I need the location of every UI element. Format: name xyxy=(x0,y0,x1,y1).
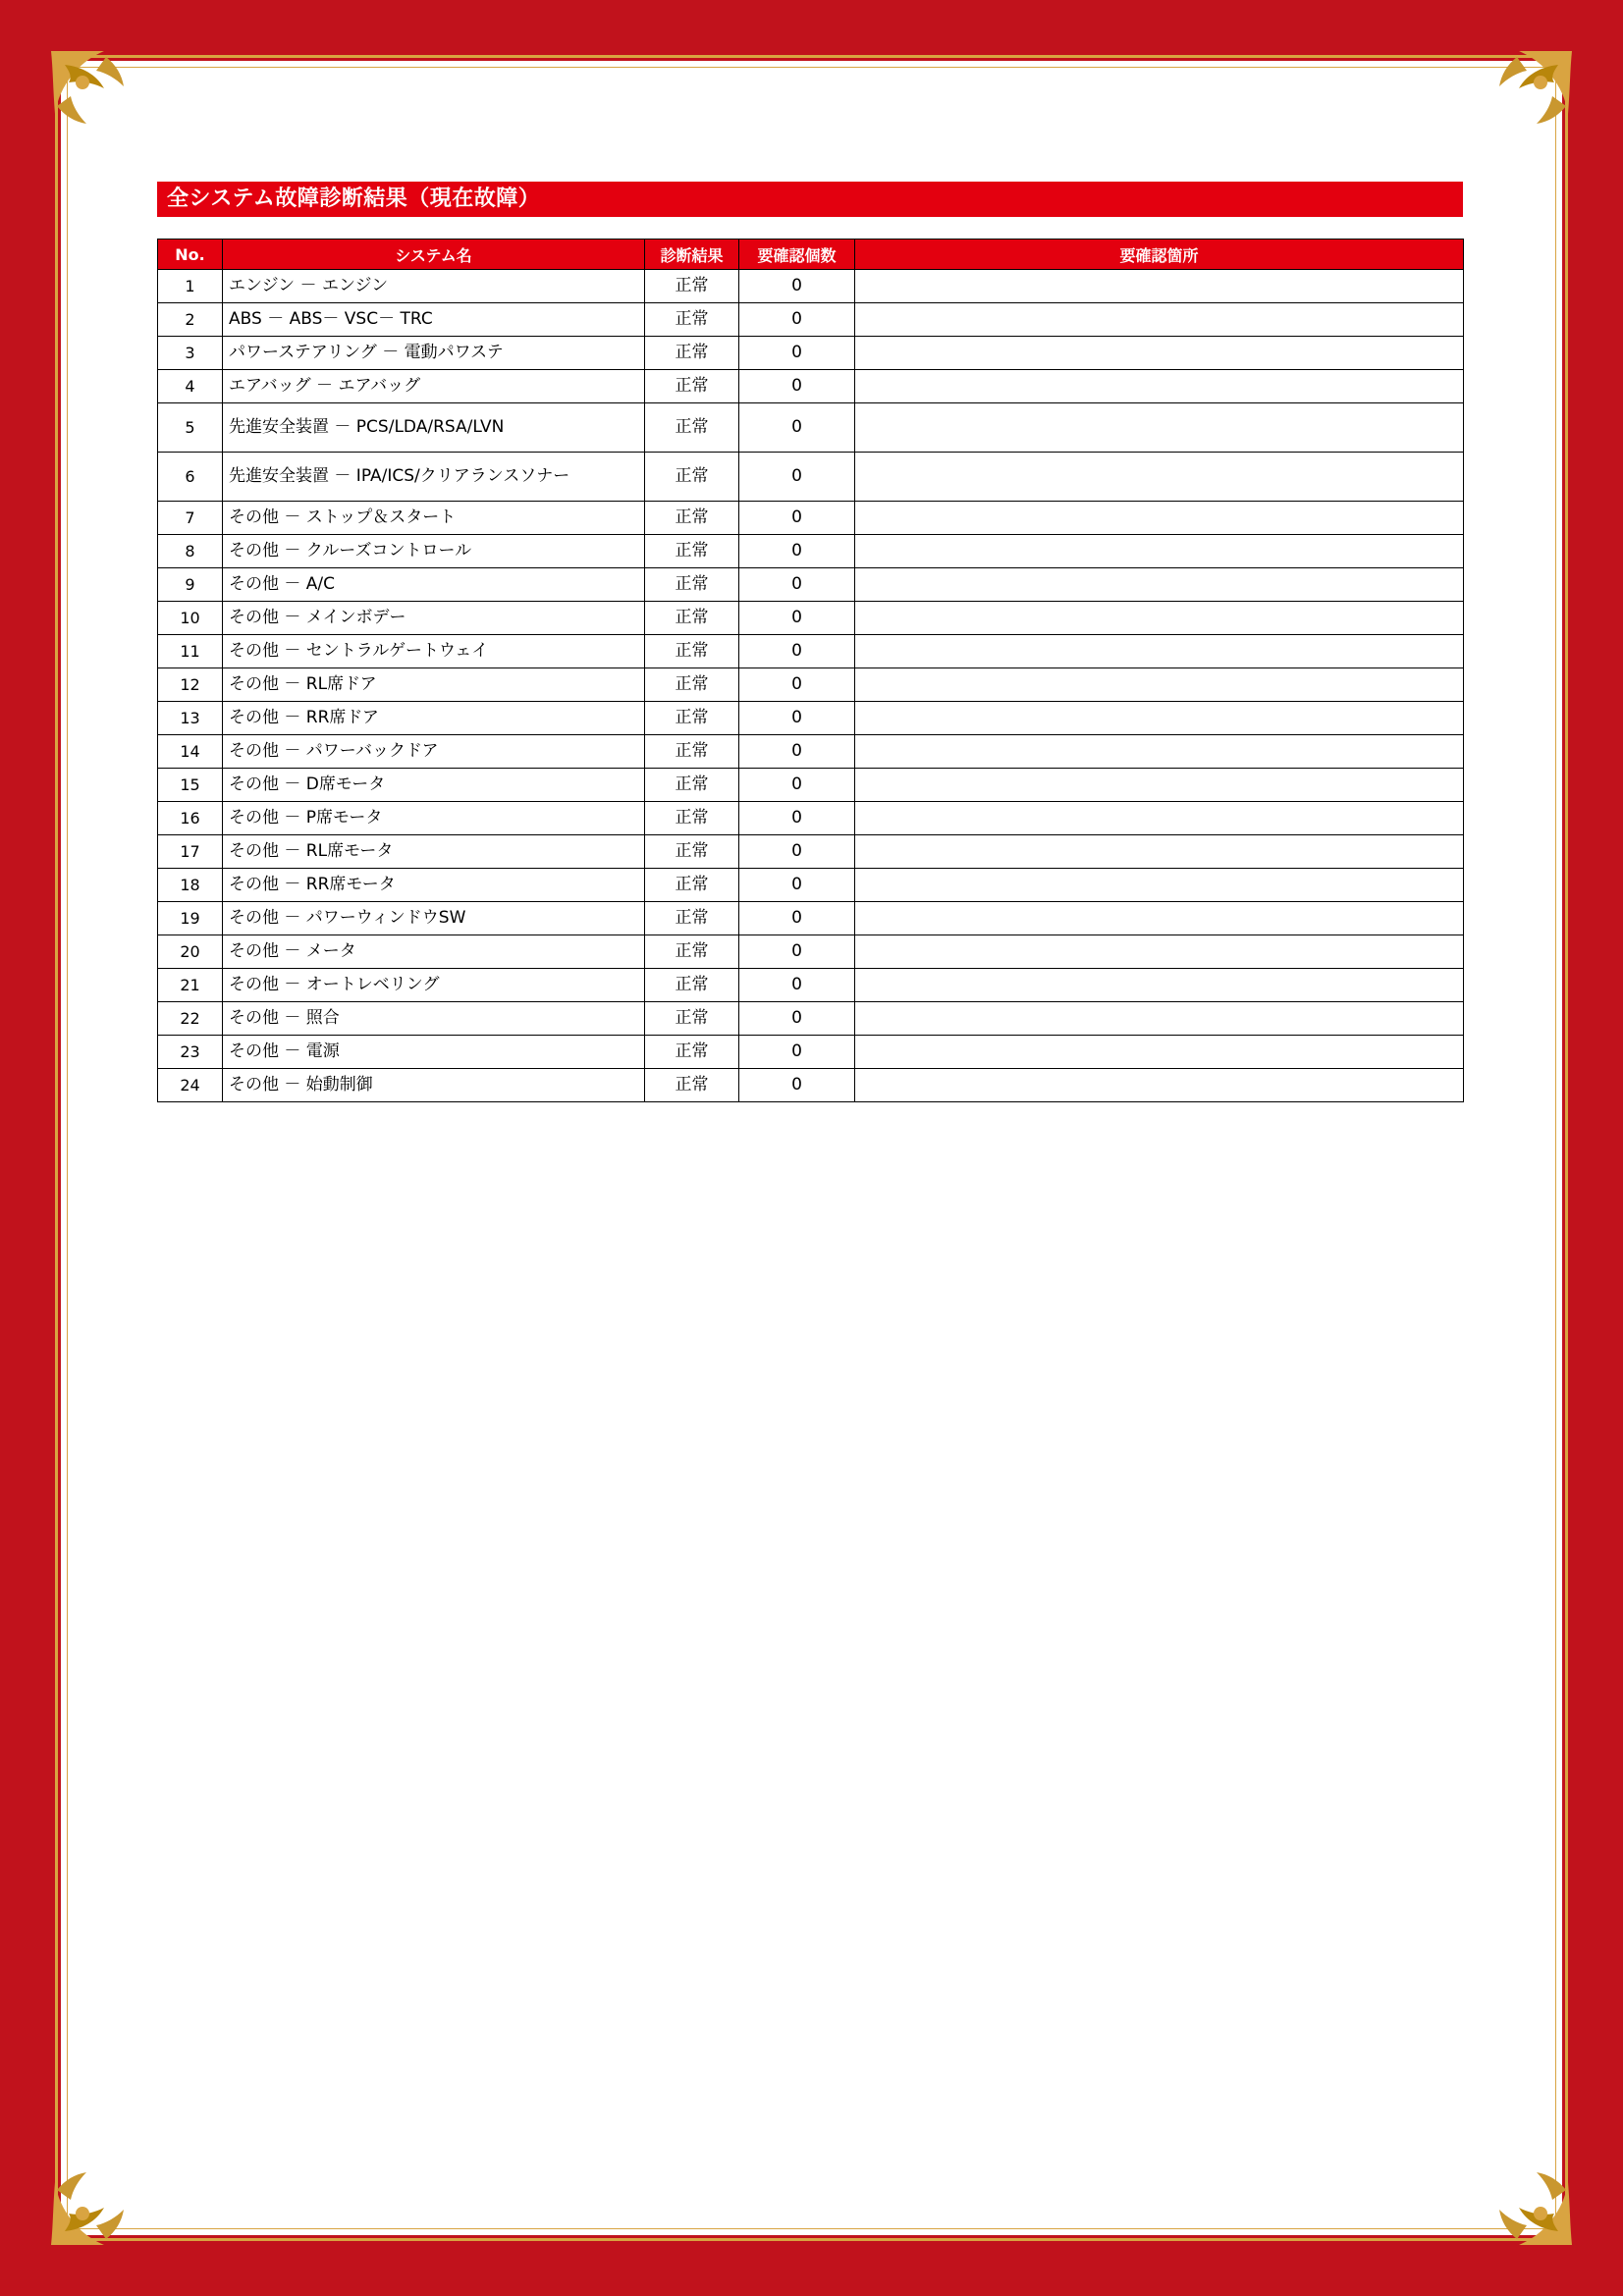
cell-count-text: 0 xyxy=(791,417,802,438)
cell-count xyxy=(739,370,855,403)
cell-count-text: 0 xyxy=(791,1075,802,1095)
table-row xyxy=(158,453,1464,502)
cell-count-text: 0 xyxy=(791,309,802,330)
cell-system xyxy=(223,702,645,735)
cell-system-text: その他 － A/C xyxy=(229,574,336,595)
cell-system xyxy=(223,735,645,769)
cell-no-text: 3 xyxy=(185,343,195,362)
cell-place xyxy=(855,1069,1464,1102)
cell-count xyxy=(739,935,855,969)
cell-count xyxy=(739,502,855,535)
table-row xyxy=(158,702,1464,735)
cell-result xyxy=(645,403,739,453)
cell-result xyxy=(645,802,739,835)
cell-count-text: 0 xyxy=(791,276,802,296)
cell-result xyxy=(645,535,739,568)
table-row xyxy=(158,270,1464,303)
table-row xyxy=(158,602,1464,635)
table-body xyxy=(158,270,1464,1102)
cell-count-text: 0 xyxy=(791,343,802,363)
cell-count xyxy=(739,702,855,735)
column-header-result: 診断結果 xyxy=(645,240,739,270)
cell-system-text: その他 － 電源 xyxy=(229,1041,340,1062)
table-row xyxy=(158,635,1464,668)
cell-system-text: その他 － RL席ドア xyxy=(229,674,377,695)
cell-place xyxy=(855,902,1464,935)
cell-system xyxy=(223,453,645,502)
cell-system xyxy=(223,635,645,668)
cell-no xyxy=(158,568,223,602)
cell-place xyxy=(855,568,1464,602)
cell-no-text: 13 xyxy=(180,708,200,727)
cell-no xyxy=(158,668,223,702)
cell-place xyxy=(855,769,1464,802)
cell-place xyxy=(855,935,1464,969)
cell-count-text: 0 xyxy=(791,941,802,962)
cell-no-text: 1 xyxy=(185,276,195,295)
cell-system xyxy=(223,935,645,969)
table-row xyxy=(158,403,1464,453)
table-header-row xyxy=(158,240,1464,270)
column-header-no: No. xyxy=(158,240,223,270)
cell-result-text: 正常 xyxy=(675,1041,709,1062)
cell-result-text: 正常 xyxy=(675,808,709,828)
cell-system-text: エンジン － エンジン xyxy=(229,276,389,296)
cell-no-text: 5 xyxy=(185,417,195,437)
cell-no-text: 8 xyxy=(185,541,195,561)
cell-no xyxy=(158,869,223,902)
cell-count-text: 0 xyxy=(791,376,802,397)
cell-count xyxy=(739,602,855,635)
cell-system xyxy=(223,1069,645,1102)
cell-no xyxy=(158,1036,223,1069)
cell-no xyxy=(158,535,223,568)
table-row xyxy=(158,370,1464,403)
document-content xyxy=(157,182,1463,1102)
table-row xyxy=(158,935,1464,969)
cell-system-text: その他 － 始動制御 xyxy=(229,1075,373,1095)
cell-count xyxy=(739,1002,855,1036)
column-header-count: 要確認個数 xyxy=(739,240,855,270)
cell-count-text: 0 xyxy=(791,875,802,895)
cell-system-text: その他 － ストップ＆スタート xyxy=(229,507,457,528)
cell-system xyxy=(223,969,645,1002)
cell-system xyxy=(223,602,645,635)
cell-count xyxy=(739,1069,855,1102)
cell-result-text: 正常 xyxy=(675,376,709,397)
cell-result-text: 正常 xyxy=(675,841,709,862)
cell-place xyxy=(855,1002,1464,1036)
cell-place xyxy=(855,303,1464,337)
table-row xyxy=(158,1069,1464,1102)
cell-result xyxy=(645,935,739,969)
table-row xyxy=(158,769,1464,802)
cell-place xyxy=(855,602,1464,635)
cell-count-text: 0 xyxy=(791,908,802,929)
cell-place xyxy=(855,502,1464,535)
cell-no-text: 9 xyxy=(185,574,195,594)
cell-count xyxy=(739,535,855,568)
cell-place xyxy=(855,869,1464,902)
cell-no xyxy=(158,502,223,535)
table-row xyxy=(158,535,1464,568)
cell-no xyxy=(158,270,223,303)
cell-place xyxy=(855,535,1464,568)
table-row xyxy=(158,303,1464,337)
cell-system-text: その他 － D席モータ xyxy=(229,774,386,795)
cell-result-text: 正常 xyxy=(675,574,709,595)
cell-count xyxy=(739,1036,855,1069)
cell-result xyxy=(645,270,739,303)
cell-system-text: その他 － RL席モータ xyxy=(229,841,394,862)
cell-no xyxy=(158,602,223,635)
cell-result-text: 正常 xyxy=(675,975,709,995)
cell-count-text: 0 xyxy=(791,841,802,862)
cell-system xyxy=(223,668,645,702)
cell-count-text: 0 xyxy=(791,641,802,662)
cell-result-text: 正常 xyxy=(675,1075,709,1095)
cell-system-text: その他 － オートレベリング xyxy=(229,975,440,995)
cell-count xyxy=(739,969,855,1002)
cell-system-text: ABS － ABS－ VSC－ TRC xyxy=(229,309,433,330)
cell-count-text: 0 xyxy=(791,774,802,795)
cell-result-text: 正常 xyxy=(675,708,709,728)
cell-result-text: 正常 xyxy=(675,309,709,330)
cell-system xyxy=(223,1036,645,1069)
cell-no xyxy=(158,1069,223,1102)
cell-count-text: 0 xyxy=(791,574,802,595)
cell-count xyxy=(739,869,855,902)
cell-result xyxy=(645,869,739,902)
table-row xyxy=(158,802,1464,835)
column-header-system: システム名 xyxy=(223,240,645,270)
cell-count-text: 0 xyxy=(791,975,802,995)
cell-system-text: その他 － パワーウィンドウSW xyxy=(229,908,466,929)
cell-no xyxy=(158,835,223,869)
cell-no-text: 20 xyxy=(180,941,200,961)
cell-count xyxy=(739,303,855,337)
diagnosis-result-table xyxy=(157,239,1464,1102)
cell-count xyxy=(739,453,855,502)
cell-count-text: 0 xyxy=(791,608,802,628)
cell-result xyxy=(645,502,739,535)
cell-no xyxy=(158,935,223,969)
page-title: 全システム故障診断結果（現在故障） xyxy=(157,182,1463,217)
cell-system-text: その他 － メインボデー xyxy=(229,608,406,628)
cell-count-text: 0 xyxy=(791,1008,802,1029)
cell-result-text: 正常 xyxy=(675,417,709,438)
cell-no-text: 21 xyxy=(180,975,200,994)
cell-no xyxy=(158,802,223,835)
cell-system xyxy=(223,337,645,370)
cell-system-text: パワーステアリング － 電動パワステ xyxy=(229,343,504,363)
cell-no xyxy=(158,403,223,453)
cell-no xyxy=(158,453,223,502)
cell-count-text: 0 xyxy=(791,708,802,728)
cell-count xyxy=(739,337,855,370)
cell-system xyxy=(223,270,645,303)
cell-result xyxy=(645,668,739,702)
cell-system-text: その他 － セントラルゲートウェイ xyxy=(229,641,489,662)
cell-result-text: 正常 xyxy=(675,641,709,662)
cell-system-text: その他 － クルーズコントロール xyxy=(229,541,472,561)
table-row xyxy=(158,902,1464,935)
cell-no xyxy=(158,370,223,403)
cell-result-text: 正常 xyxy=(675,674,709,695)
cell-no-text: 22 xyxy=(180,1008,200,1028)
cell-no-text: 4 xyxy=(185,376,195,396)
table-row xyxy=(158,735,1464,769)
cell-no xyxy=(158,702,223,735)
cell-count xyxy=(739,902,855,935)
cell-result-text: 正常 xyxy=(675,608,709,628)
cell-result-text: 正常 xyxy=(675,343,709,363)
cell-no xyxy=(158,635,223,668)
cell-count xyxy=(739,635,855,668)
cell-count-text: 0 xyxy=(791,741,802,762)
cell-system-text: その他 － P席モータ xyxy=(229,808,383,828)
cell-no xyxy=(158,337,223,370)
cell-no xyxy=(158,969,223,1002)
cell-count xyxy=(739,802,855,835)
cell-no-text: 14 xyxy=(180,741,200,761)
table-row xyxy=(158,668,1464,702)
cell-result xyxy=(645,835,739,869)
cell-system xyxy=(223,303,645,337)
cell-place xyxy=(855,835,1464,869)
cell-system xyxy=(223,568,645,602)
cell-count xyxy=(739,403,855,453)
cell-result xyxy=(645,969,739,1002)
cell-result xyxy=(645,635,739,668)
cell-system-text: その他 － 照合 xyxy=(229,1008,340,1029)
cell-place xyxy=(855,1036,1464,1069)
cell-result-text: 正常 xyxy=(675,1008,709,1029)
table-row xyxy=(158,568,1464,602)
cell-count-text: 0 xyxy=(791,507,802,528)
cell-system xyxy=(223,835,645,869)
cell-no-text: 10 xyxy=(180,608,200,627)
cell-count xyxy=(739,668,855,702)
cell-no xyxy=(158,769,223,802)
cell-no-text: 19 xyxy=(180,908,200,928)
column-header-place: 要確認箇所 xyxy=(855,240,1464,270)
cell-result-text: 正常 xyxy=(675,875,709,895)
cell-result xyxy=(645,1069,739,1102)
table-row xyxy=(158,869,1464,902)
cell-system-text: エアバッグ － エアバッグ xyxy=(229,376,421,397)
cell-no-text: 7 xyxy=(185,507,195,527)
cell-result xyxy=(645,735,739,769)
cell-count xyxy=(739,270,855,303)
cell-system xyxy=(223,769,645,802)
cell-result xyxy=(645,337,739,370)
cell-count xyxy=(739,769,855,802)
cell-place xyxy=(855,337,1464,370)
cell-system xyxy=(223,535,645,568)
cell-no xyxy=(158,1002,223,1036)
cell-no-text: 23 xyxy=(180,1041,200,1061)
cell-count xyxy=(739,835,855,869)
cell-count-text: 0 xyxy=(791,1041,802,1062)
cell-no-text: 11 xyxy=(180,641,200,661)
cell-place xyxy=(855,370,1464,403)
cell-count-text: 0 xyxy=(791,466,802,487)
cell-result xyxy=(645,303,739,337)
cell-no-text: 2 xyxy=(185,309,195,329)
cell-result-text: 正常 xyxy=(675,541,709,561)
cell-result xyxy=(645,453,739,502)
cell-no xyxy=(158,303,223,337)
cell-system-text: 先進安全装置 － IPA/ICS/クリアランスソナー xyxy=(229,466,570,487)
cell-place xyxy=(855,668,1464,702)
cell-result-text: 正常 xyxy=(675,466,709,487)
cell-no xyxy=(158,735,223,769)
cell-result-text: 正常 xyxy=(675,276,709,296)
cell-result xyxy=(645,568,739,602)
cell-place xyxy=(855,702,1464,735)
cell-result-text: 正常 xyxy=(675,941,709,962)
cell-system-text: 先進安全装置 － PCS/LDA/RSA/LVN xyxy=(229,417,505,438)
table-row xyxy=(158,1002,1464,1036)
cell-result xyxy=(645,702,739,735)
cell-result xyxy=(645,370,739,403)
cell-system xyxy=(223,403,645,453)
table-row xyxy=(158,1036,1464,1069)
cell-result xyxy=(645,902,739,935)
cell-no-text: 24 xyxy=(180,1075,200,1095)
cell-system-text: その他 － RR席ドア xyxy=(229,708,379,728)
cell-result xyxy=(645,1002,739,1036)
cell-result xyxy=(645,769,739,802)
cell-no-text: 18 xyxy=(180,875,200,894)
cell-no-text: 17 xyxy=(180,841,200,861)
table-row xyxy=(158,969,1464,1002)
cell-system xyxy=(223,869,645,902)
cell-result-text: 正常 xyxy=(675,908,709,929)
cell-system xyxy=(223,502,645,535)
cell-place xyxy=(855,969,1464,1002)
cell-result xyxy=(645,602,739,635)
cell-result xyxy=(645,1036,739,1069)
cell-system xyxy=(223,902,645,935)
cell-no-text: 16 xyxy=(180,808,200,828)
cell-system xyxy=(223,1002,645,1036)
cell-result-text: 正常 xyxy=(675,774,709,795)
cell-count-text: 0 xyxy=(791,808,802,828)
cell-count-text: 0 xyxy=(791,541,802,561)
cell-no-text: 15 xyxy=(180,774,200,794)
cell-no-text: 12 xyxy=(180,674,200,694)
table-row xyxy=(158,337,1464,370)
cell-no xyxy=(158,902,223,935)
cell-system-text: その他 － パワーバックドア xyxy=(229,741,439,762)
cell-no-text: 6 xyxy=(185,466,195,486)
cell-count-text: 0 xyxy=(791,674,802,695)
cell-system-text: その他 － メータ xyxy=(229,941,356,962)
cell-place xyxy=(855,403,1464,453)
cell-place xyxy=(855,802,1464,835)
cell-system xyxy=(223,370,645,403)
cell-count xyxy=(739,568,855,602)
cell-result-text: 正常 xyxy=(675,741,709,762)
cell-place xyxy=(855,735,1464,769)
cell-system-text: その他 － RR席モータ xyxy=(229,875,396,895)
cell-place xyxy=(855,270,1464,303)
cell-place xyxy=(855,635,1464,668)
cell-place xyxy=(855,453,1464,502)
cell-system xyxy=(223,802,645,835)
table-row xyxy=(158,502,1464,535)
cell-result-text: 正常 xyxy=(675,507,709,528)
cell-count xyxy=(739,735,855,769)
table-row xyxy=(158,835,1464,869)
